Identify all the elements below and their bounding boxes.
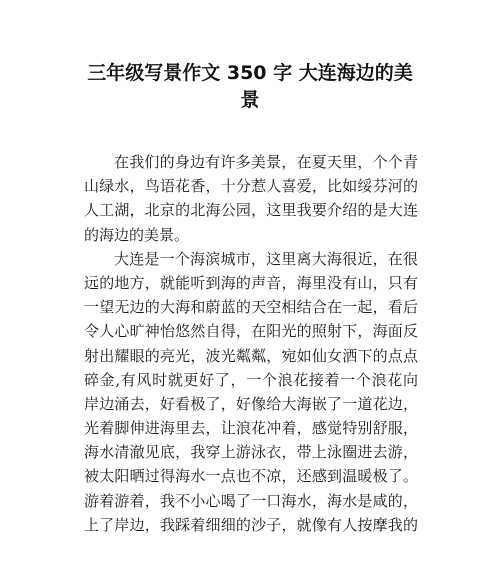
document-title [60, 60, 440, 114]
paragraph-line: 射出耀眼的亮光，波光粼粼，宛如仙女洒下的点点 [84, 346, 418, 365]
paragraph-line: 令人心旷神怡悠然自得，在阳光的照射下，海面反 [84, 322, 418, 341]
document-body [84, 150, 418, 537]
paragraph-line: 岸边涌去，好看极了，好像给大海嵌了一道花边， [84, 394, 418, 413]
paragraph-line: 被太阳晒过得海水一点也不凉，还感到温暖极了。 [84, 467, 418, 486]
paragraph-line: 山绿水，鸟语花香，十分惹人喜爱，比如绥芬河的 [84, 177, 418, 196]
paragraph-line: 人工湖，北京的北海公园，这里我要介绍的是大连 [84, 201, 418, 220]
title-line-2: 景 [240, 89, 260, 111]
paragraph-line: 游着游着，我不小心喝了一口海水，海水是咸的， [84, 491, 418, 510]
paragraph-1 [84, 150, 418, 247]
paragraph-line: 一望无边的大海和蔚蓝的天空相结合在一起，看后 [84, 298, 418, 317]
paragraph-line: 大连是一个海滨城市，这里离大海很近，在很 [114, 249, 418, 268]
paragraph-line: 的海边的美景。 [84, 225, 190, 244]
paragraph-line: 碎金,有风时就更好了，一个浪花接着一个浪花向 [84, 370, 418, 389]
paragraph-line: 光着脚伸进海里去，让浪花冲着，感觉特别舒服， [84, 419, 418, 438]
paragraph-line: 远的地方，就能听到海的声音，海里没有山，只有 [84, 273, 418, 292]
title-line-1: 三年级写景作文 350 字 大连海边的美 [87, 62, 413, 84]
paragraph-line: 在我们的身边有许多美景，在夏天里，个个青 [114, 153, 418, 171]
paragraph-line: 海水清澈见底，我穿上游泳衣，带上泳圈进去游， [84, 443, 418, 462]
paragraph-2 [84, 247, 418, 537]
paragraph-line: 上了岸边，我踩着细细的沙子，就像有人按摩我的 [84, 515, 418, 534]
